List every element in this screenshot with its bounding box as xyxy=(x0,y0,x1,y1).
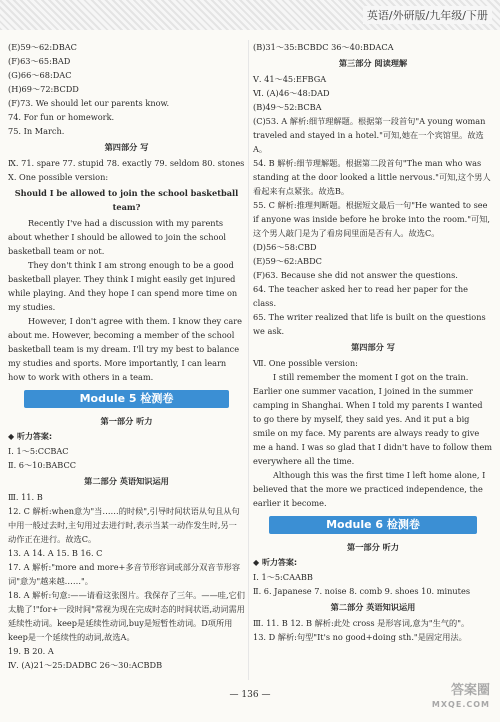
part-title: 第三部分 阅读理解 xyxy=(338,58,408,68)
answer-line: Ⅱ. 6. Japanese 7. noise 8. comb 9. shoes 10. minutes xyxy=(253,586,471,596)
answer-line: 19. B 20. A xyxy=(8,646,54,656)
answer-line: 65. The writer realized that life is built on the questions we ask. xyxy=(253,312,486,336)
page-number: — 136 — xyxy=(229,690,271,700)
module-banner: Module 5 检测卷 xyxy=(24,390,229,408)
answer-line: Ⅵ. (A)46～48:DAD xyxy=(253,88,330,98)
answer-line: 13. A 14. A 15. B 16. C xyxy=(8,548,103,558)
answer-line: (B)31～35:BCBDC 36～40:BDACA xyxy=(253,42,394,52)
listening-label: ◆ 听力答案: xyxy=(8,432,53,441)
listening-label: ◆ 听力答案: xyxy=(253,558,298,567)
section-title: 第四部分 写 xyxy=(104,142,149,152)
answer-line: (F)63. Because she did not answer the questions. xyxy=(253,270,458,280)
answer-line: Ⅴ. 41～45:EFBGA xyxy=(253,74,327,84)
possible-version-label: Ⅹ. One possible version: xyxy=(8,172,109,182)
answer-line: (E)59～62:DBAC xyxy=(8,42,77,52)
answer-line: 74. For fun or homework. xyxy=(8,112,115,122)
left-column xyxy=(8,40,245,672)
explanation: (C)53. A 解析:细节理解题。根据第一段首句"A young woman traveled and stayed in a hotel."可知,她在一个宾馆里。故选A。 xyxy=(253,116,486,154)
answer-line: Ⅱ. 6～10:BABCC xyxy=(8,460,76,470)
answer-line: (B)49～52:BCBA xyxy=(253,102,322,112)
essay-paragraph: I still remember the moment I got on the train. Earlier one summer vacation, I joined in the summer camping in Shanghai. When I told my parents I wanted to go there by myself, they said yes. And it put a big smile on my face. My parents are always ready to give me a hand. I was so glad that I didn't have to follow them everywhere all the time. xyxy=(253,372,493,466)
explanation: 12. C 解析:when意为"当……的时候",引导时间状语从句且从句中用一般过去时,主句用过去进行时,表示当某一动作发生时,另一动作正在进行。故选C。 xyxy=(8,506,240,544)
answer-line: Ⅰ. 1～5:CCBAC xyxy=(8,446,69,456)
explanation: 13. D 解析:句型"It's no good+doing sth."是固定用法。 xyxy=(253,632,467,642)
watermark-sub: MXQE.COM xyxy=(431,700,490,709)
right-column xyxy=(253,40,493,644)
essay-paragraph: Although this was the first time I left home alone, I believed that the more we practiced independence, the earlier it become. xyxy=(253,470,486,508)
explanation: 55. C 解析:推理判断题。根据短文最后一句"He wanted to see if anyone was inside before he broke into the room."可知,这个男人敲门是为了看房间里面是否有人。故选C。 xyxy=(253,200,491,238)
essay-paragraph: Recently I've had a discussion with my parents about whether I should be allowed to join the school basketball team or not. xyxy=(8,218,227,256)
module-banner: Module 6 检测卷 xyxy=(269,516,477,534)
answer-line: (F)73. We should let our parents know. xyxy=(8,98,170,108)
answer-line: (F)63～65:BAD xyxy=(8,56,71,66)
explanation: 54. B 解析:细节理解题。根据第二段首句"The man who was standing at the door looked a little nervous."可知,这个男人看起来有点紧张。故选B。 xyxy=(253,158,491,196)
explanation: 18. A 解析:句意:——请看这张图片。我保存了三年。——哇,它们太脆了!"for+一段时间"常视为现在完成时态的时间状语,动词需用延续性动词。keep是延续性动词,buy是短暂性动词。D项所用keep是一个延续性的动词,故选A。 xyxy=(8,590,245,642)
part-title: 第二部分 英语知识运用 xyxy=(330,602,416,612)
part-title: 第一部分 听力 xyxy=(347,542,399,552)
answer-line: 64. The teacher asked her to read her paper for the class. xyxy=(253,284,468,308)
explanation: 17. A 解析:"more and more+多音节形容词或部分双音节形容词"意为"越来越……"。 xyxy=(8,562,241,586)
watermark-logo xyxy=(420,684,490,714)
possible-version-label: Ⅶ. One possible version: xyxy=(253,358,358,368)
answer-line: 75. In March. xyxy=(8,126,65,136)
watermark-main: 答案圈 xyxy=(450,683,490,698)
essay-title: Should I be allowed to join the school basketball team? xyxy=(14,188,239,212)
section-title: 第四部分 写 xyxy=(351,342,395,352)
vocab-answers: Ⅸ. 71. spare 77. stupid 78. exactly 79. seldom 80. stones xyxy=(8,158,245,168)
answer-line: Ⅳ. (A)21～25:DADBC 26～30:ACBDB xyxy=(8,660,163,670)
answer-line: (D)56～58:CBD xyxy=(253,242,317,252)
part-title: 第一部分 听力 xyxy=(100,416,153,426)
answer-line: Ⅲ. 11. B xyxy=(8,492,43,502)
page-header-title: 英语/外研版/九年级/下册 xyxy=(363,6,492,24)
column-divider xyxy=(248,40,249,680)
answer-line: (E)59～62:ABDC xyxy=(253,256,322,266)
essay-paragraph: They don't think I am strong enough to be a good basketball player. They think I might easily get injured while playing. And they hope I can spend more time on my studies. xyxy=(8,260,238,312)
explanation: Ⅲ. 11. B 12. B 解析:此处 cross 是形容词,意为"生气的"。 xyxy=(253,618,470,628)
answer-line: Ⅰ. 1～5:CAABB xyxy=(253,572,313,582)
essay-paragraph: However, I don't agree with them. I know they care about me. However, becoming a member of the school basketball team is my dream. I'll try my best to balance my studies and sports. More importantly, I can learn how to work with others in a team. xyxy=(8,316,243,382)
part-title: 第二部分 英语知识运用 xyxy=(84,476,169,486)
answer-line: (H)69～72:BCDD xyxy=(8,84,79,94)
answer-line: (G)66～68:DAC xyxy=(8,70,72,80)
